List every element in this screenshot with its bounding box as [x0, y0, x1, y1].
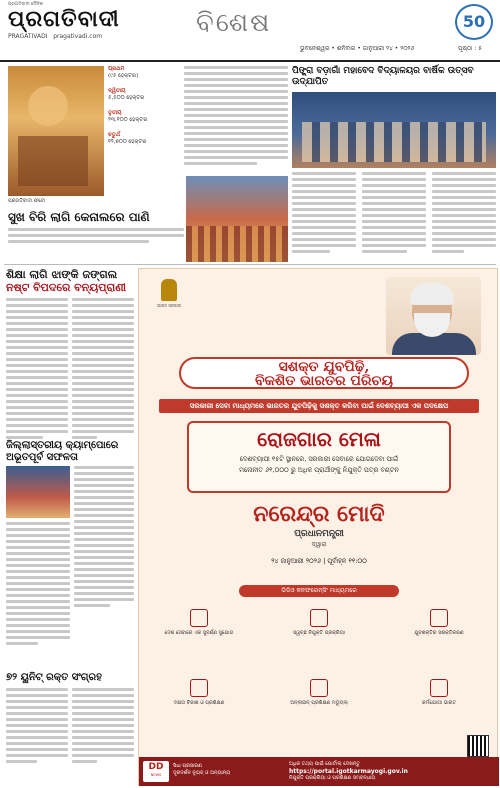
website: pragativadi.com [53, 33, 103, 40]
stat-row: ଚତୁର୍ଥ ୧୨,୭୦୦ ହେକ୍ଟର [108, 132, 147, 145]
video-conference-label: ଭିଡିଓ କନଫରେନ୍ସିଂ ମାଧ୍ୟମରେ [239, 585, 399, 597]
story-blood-col2 [72, 688, 134, 766]
document-icon [310, 609, 328, 627]
national-emblem: ଭାରତ ସରକାର [157, 279, 181, 309]
emblem-icon [161, 279, 177, 301]
headline-school: ପିଙ୍କ୍ରା ବଡ଼ାଗାଁ ମହାବେଦ ବିଦ୍ୟାଳୟର ବାର୍ଷିକ ଉତ୍ସବ ଉଦ୍ଯାପିତ [292, 66, 474, 87]
pm-name: ନରେନ୍ଦ୍ର ମୋଦି [253, 501, 385, 527]
story-canal-water [4, 64, 184, 274]
feature-item: ଅନ୍ଲାଇନ୍ ପ୍ରଶିକ୍ଷଣ ମଡ୍ୟୁଲ୍ [269, 679, 369, 707]
training-icon [190, 679, 208, 697]
group-icon [430, 609, 448, 627]
feature-item: ଦକ୍ଷତା ବିକାଶ ଓ ପ୍ରଶିକ୍ଷଣ [149, 679, 249, 707]
feature-item: କର୍ମଯୋଗୀ ଭାରତ [389, 679, 489, 707]
rozgar-mela-box [187, 421, 451, 493]
story-school-col1 [292, 172, 356, 256]
feature-item: ଯୁବଶକ୍ତିର ସଶକ୍ତିକରଣ [389, 609, 489, 637]
camp-photo [6, 466, 70, 518]
divider [4, 264, 496, 265]
mela-title: ରୋଜଗାର ମେଳା [257, 427, 381, 451]
page-number: ପୃଷ୍ଠା : ୫ [458, 45, 482, 52]
ad-subline: ସରକାରୀ ସେବା ମାଧ୍ୟମରେ ଭାରତର ଯୁବପିଢ଼ିକୁ ସଶକ୍ତ କରିବା ପାଇଁ ଦେଶବ୍ୟାପୀ ଏକ ପଦକ୍ଷେପ [159, 399, 479, 413]
logo-latin: PRAGATIVADI [8, 33, 48, 40]
section-title: ବିଶେଷ [196, 8, 272, 38]
logo-text: ପ୍ରଗତିବାଦୀ [8, 6, 120, 32]
story-forest-col2 [72, 298, 134, 442]
mela-line-1: ଦେଶବ୍ୟାପୀ ୧୫ଟି ସ୍ଥାନରେ, ସରକାରୀ ସେବାରେ ଯୋଗଦେବା ପାଇଁ [239, 455, 399, 463]
headline-canal: ସୁଖ ବିରି ଲାଗି କେନାଲରେ ପାଣି [8, 210, 150, 224]
stat-row: ତୃତୀୟ ୨୩,୧୦୦ ହେକ୍ଟର [108, 110, 148, 123]
story-school-col3 [432, 172, 496, 256]
headline-camp: ଜିଲ୍ଲାସ୍ତରୀୟ କ୍ୟାମ୍ପୋରେ ଅଭୂତପୂର୍ବ ସଫଳତା [6, 440, 119, 463]
event-datetime: ୨୪ ଜାନୁଆରୀ ୨୦୨୬ | ପୂର୍ବାହ୍ନ ୧୧:୦୦ [271, 557, 367, 565]
laptop-icon [310, 679, 328, 697]
portal-link[interactable]: https://portal.igotkarmayogi.gov.in [289, 768, 408, 775]
ad-footer: DD NEWS ସିଧା ପ୍ରସାରଣ ଦୂରଦର୍ଶନ ନ୍ୟୁଜ୍ ଓ ଅନ୍ୟାନ୍ୟ ଅଧିକ ତଥ୍ୟ ପାଇଁ ପୋର୍ଟାଲ୍ ଦେଖନ୍ତୁ https://portal.igotkarmayogi.gov.in ନିଯୁକ୍ତି ପ୍ରକ୍ରିୟା ଓ ପ୍ରଶିକ୍ଷଣ ସମ୍ବନ୍ଧୀୟ [139, 757, 499, 786]
stat-row: ପ୍ରଥମ (୯୫ ହେକ୍ଟର) [108, 66, 139, 79]
anniversary-logo: 50 [455, 4, 493, 40]
headline-forest: ଶିକ୍ଷା ଲାଗି ଝାଙ୍କି ଜଙ୍ଗଲ ନଷ୍ଟ ବିପଦରେ ବନ୍ୟପ୍ରାଣୀ [6, 268, 126, 294]
story-camp-col2 [74, 466, 134, 610]
story-school-col2 [362, 172, 426, 256]
crowd-photo [186, 176, 288, 262]
story-forest-col1 [6, 298, 68, 442]
mela-line-2: ମନୋନୀତ ୬୧,୦୦୦ ରୁ ଅଧିକ ପ୍ରାର୍ଥୀଙ୍କୁ ନିଯୁକ୍ତି ପତ୍ର ବଣ୍ଟନ [239, 466, 399, 474]
ad-slogan-banner: ସଶକ୍ତ ଯୁବପିଢ଼ି, ବିକଶିତ ଭାରତର ପରିଚୟ [179, 357, 469, 389]
portal-info: ଅଧିକ ତଥ୍ୟ ପାଇଁ ପୋର୍ଟାଲ୍ ଦେଖନ୍ତୁ https://portal.igotkarmayogi.gov.in ନିଯୁକ୍ତି ପ୍ରକ୍ରିୟା ଓ ପ୍ରଶିକ୍ଷଣ ସମ୍ବନ୍ଧୀୟ [289, 761, 408, 781]
by-text: ଦ୍ୱାରା [311, 541, 327, 548]
story-body [8, 228, 184, 246]
newspaper-logo [8, 6, 188, 46]
people-icon [190, 609, 208, 627]
ritual-photo [8, 66, 104, 196]
masthead [0, 0, 500, 62]
qr-code-icon [467, 735, 489, 757]
broadcast-info: ସିଧା ପ୍ରସାରଣ ଦୂରଦର୍ଶନ ନ୍ୟୁଜ୍ ଓ ଅନ୍ୟାନ୍ୟ [173, 763, 231, 776]
headline-blood: ୭୨ ୟୁନିଟ୍ ରକ୍ତ ସଂଗ୍ରହ [6, 672, 102, 683]
network-icon [430, 679, 448, 697]
feature-item: ଦେଶ ସେବାରେ ଏକ ସୁବର୍ଣ୍ଣ ସୁଯୋଗ [149, 609, 249, 637]
story-middle-body [184, 66, 288, 168]
feature-item: ସ୍ୱଚ୍ଛ ନିଯୁକ୍ତି ପ୍ରକ୍ରିୟା [269, 609, 369, 637]
dd-news-logo: DD [143, 761, 169, 782]
school-function-photo [292, 92, 496, 168]
rozgar-mela-advertisement [138, 268, 498, 786]
pm-role: ପ୍ରଧାନମନ୍ତ୍ରୀ [294, 529, 344, 539]
stats-box [108, 66, 184, 154]
masthead-tagline: ପ୍ରଗତିବାଦୀ ଦୈନିକ [8, 2, 43, 7]
pm-portrait [386, 277, 481, 355]
story-blood-col1 [6, 688, 68, 766]
stat-row: ଦ୍ୱିତୀୟ ୫,୫୦୦ ହେକ୍ଟର [108, 88, 145, 101]
dateline: ଭୁବନେଶ୍ୱର • ଶନିବାର • ଜାନୁଆରୀ ୨୪ • ୨୦୨୬ [300, 45, 415, 52]
story-camp-col1 [6, 522, 70, 648]
photo-caption: ପ୍ରଗତିବାଦୀ ଫଟୋ [8, 198, 46, 204]
